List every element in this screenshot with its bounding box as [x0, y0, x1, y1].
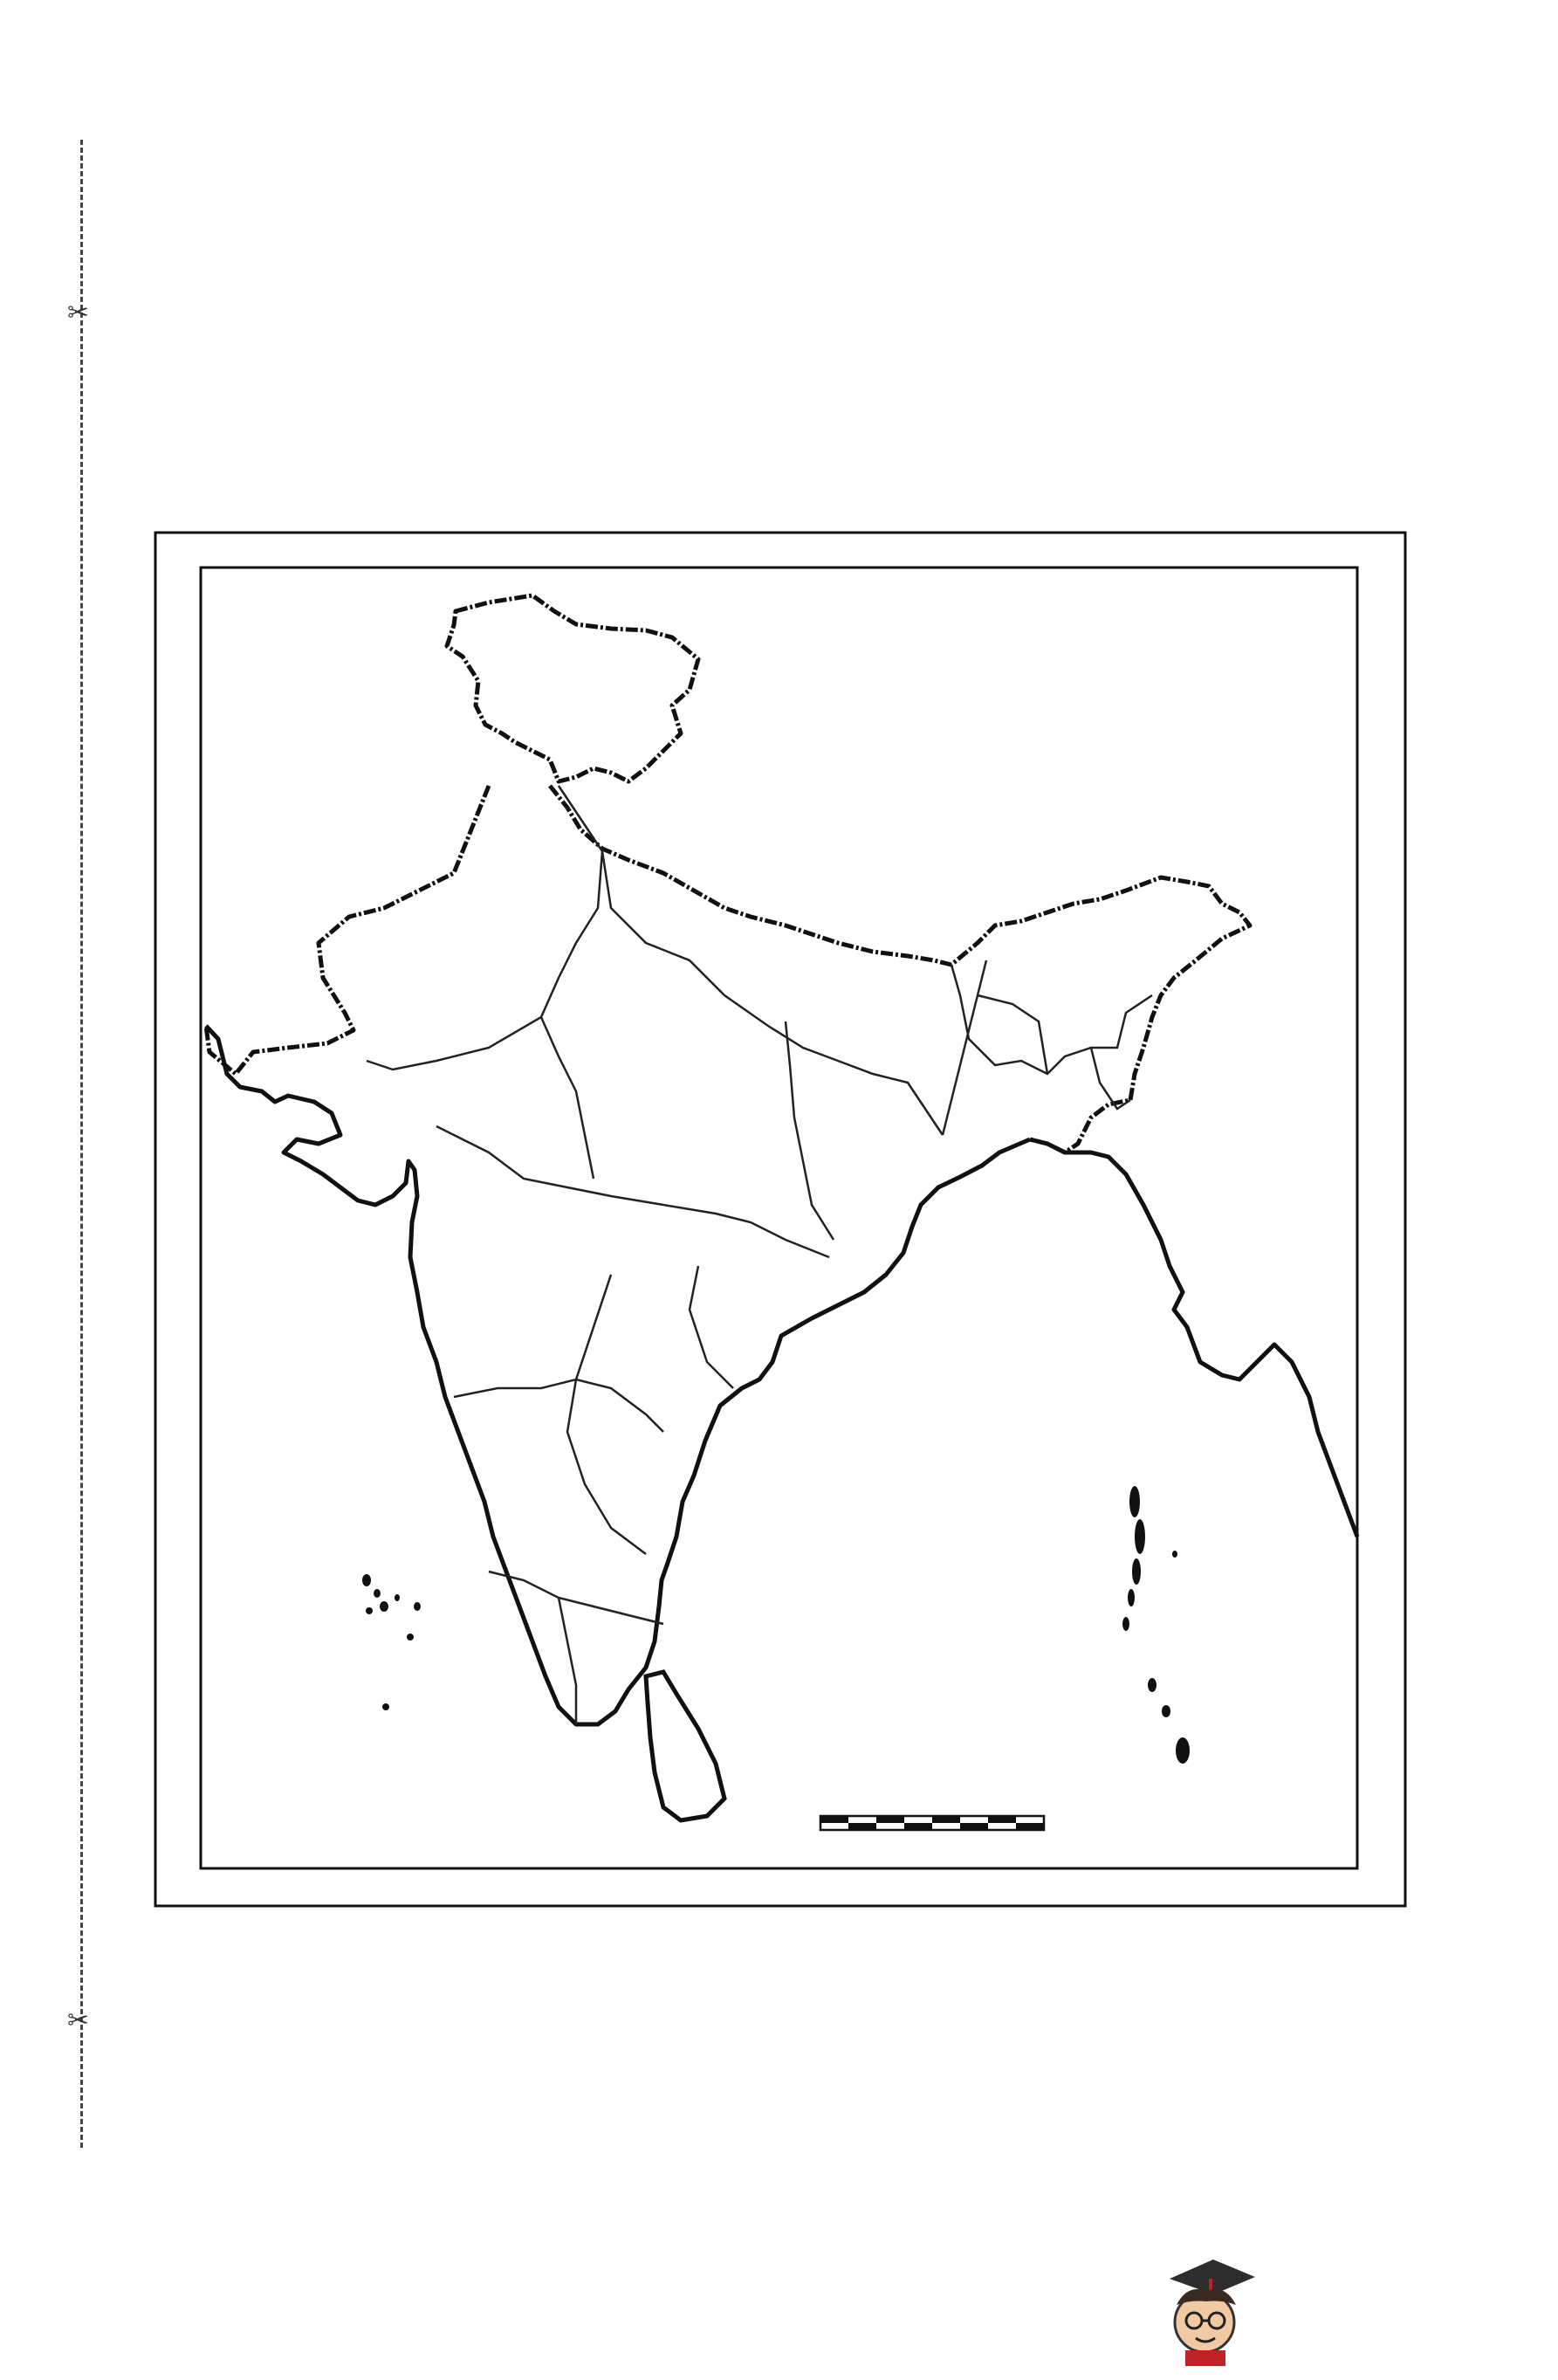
collegedunia-logo [1161, 2253, 1257, 2366]
scissors-icon: ✂ [67, 2005, 90, 2036]
collegedunia-watermark [1161, 2244, 1545, 2366]
scissors-icon: ✂ [67, 298, 90, 328]
